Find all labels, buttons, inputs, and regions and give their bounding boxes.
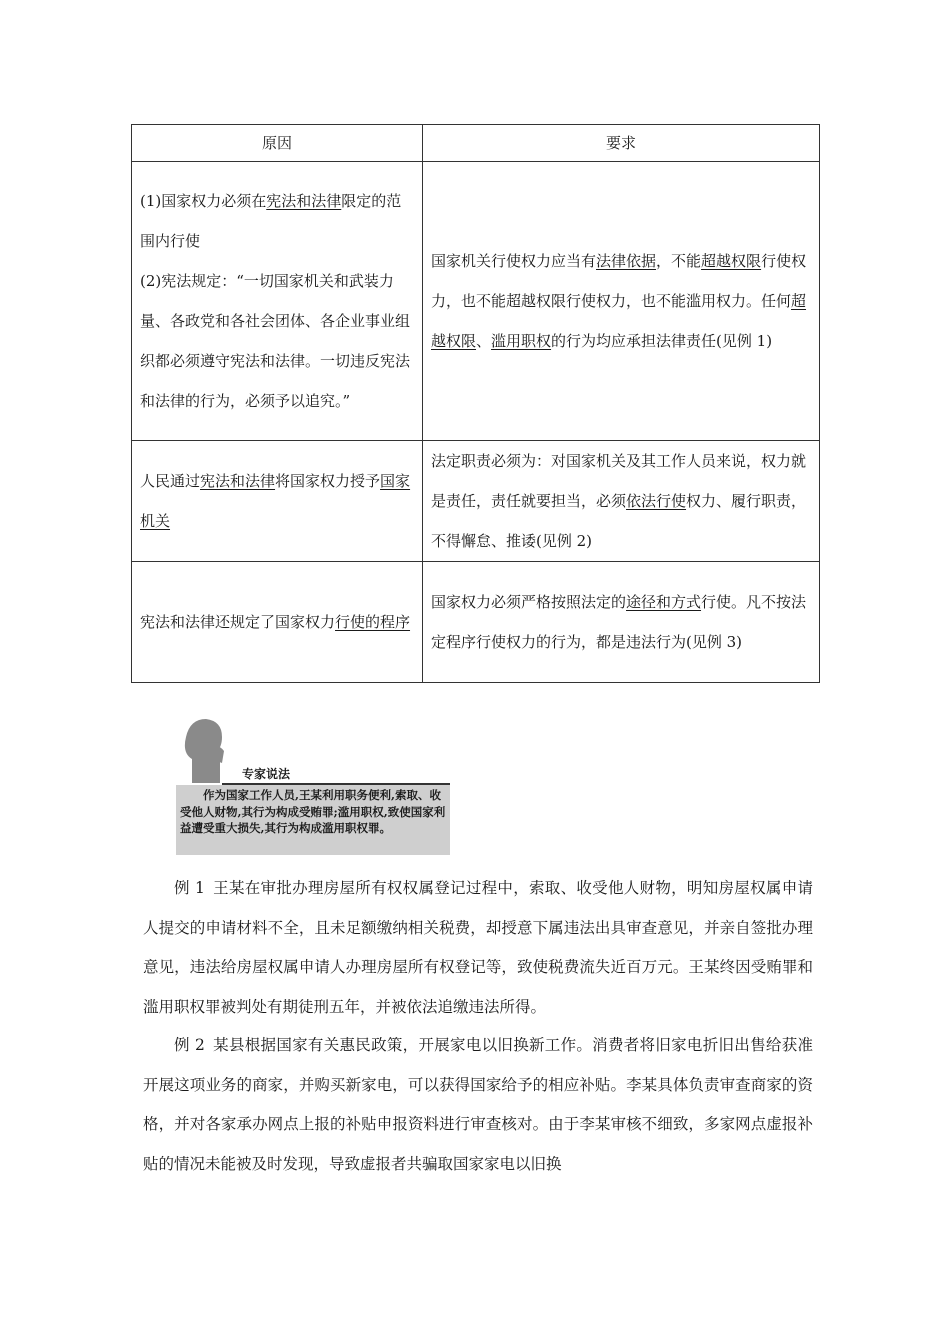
example-text: 某县根据国家有关惠民政策，开展家电以旧换新工作。消费者将旧家电折旧出售给获准开展这项业务的商家，并购买新家电，可以获得国家给予的相应补贴。李某具体负责审查商家的资格，并对各家承办网点上报的补贴申报资料进行审查核对。由于李某审核不细致，多家网点虚报补贴的情况未能被及时发现，导致虚报者共骗取国家家电以旧换 xyxy=(143,1036,813,1173)
underlined-key-term: 宪法和法律 xyxy=(200,472,276,490)
cell-text: (2)宪法规定：“一切国家机关和武装力量、各政党和各社会团体、各企业事业组织都必须遵守宪法和法律。一切违反宪法和法律的行为，必须予以追究。” xyxy=(140,272,411,410)
underlined-key-term: 滥用职权 xyxy=(491,332,552,350)
cell-text: 、 xyxy=(476,332,492,350)
underlined-key-term: 宪法和法律 xyxy=(266,192,342,210)
example-label: 例 1 xyxy=(174,879,205,897)
cell-text: 国家权力必须严格按照法定的 xyxy=(431,593,627,611)
cell-text: 权力、履行职责，不得懈怠、推诿(见例 2) xyxy=(431,492,807,550)
underlined-key-term: 超越权限 xyxy=(701,252,762,270)
reason-cell xyxy=(132,162,423,441)
example-label: 例 2 xyxy=(174,1036,205,1054)
header-reason: 原因 xyxy=(132,125,423,162)
cell-text: 国家机关行使权力应当有 xyxy=(431,252,597,270)
cell-text: 行使。凡不按法定程序行使权力的行为，都是违法行为(见例 3) xyxy=(431,593,807,651)
underlined-key-term: 行使的程序 xyxy=(335,613,411,631)
reason-cell xyxy=(132,441,423,562)
example-paragraph xyxy=(143,869,813,1027)
cell-text: 将国家权力授予 xyxy=(275,472,381,490)
underlined-key-term: 超越权限 xyxy=(431,292,807,350)
header-requirement: 要求 xyxy=(423,125,820,162)
table-header-row xyxy=(132,125,820,162)
cell-text: (1)国家权力必须在 xyxy=(140,192,267,210)
table-row xyxy=(132,441,820,562)
requirement-cell xyxy=(423,441,820,562)
underlined-key-term: 法律依据 xyxy=(596,252,657,270)
expert-opinion-box xyxy=(176,713,450,855)
cell-text: 行使权力，也不能超越权限行使权力，也不能滥用权力。任何 xyxy=(431,252,807,310)
underlined-key-term: 国家机关 xyxy=(140,472,411,530)
table-row xyxy=(132,162,820,441)
requirement-cell xyxy=(423,162,820,441)
cell-text: 法定职责必须为：对国家机关及其工作人员来说，权力就是责任，责任就要担当，必须 xyxy=(431,452,807,510)
example-text: 王某在审批办理房屋所有权权属登记过程中，索取、收受他人财物，明知房屋权属申请人提交的申请材料不全，且未足额缴纳相关税费，却授意下属违法出具审查意见，并亲自签批办理意见，违法给房屋权属申请人办理房屋所有权登记等，致使税费流失近百万元。王某终因受贿罪和滥用职权罪被判处有期徒刑五年，并被依法追缴违法所得。 xyxy=(143,879,813,1016)
underlined-key-term: 依法行使 xyxy=(626,492,687,510)
requirement-cell xyxy=(423,562,820,683)
cell-text: ，不能 xyxy=(656,252,702,270)
cell-text: 人民通过 xyxy=(140,472,201,490)
expert-text: 作为国家工作人员,王某利用职务便利,索取、收受他人财物,其行为构成受贿罪;滥用职权,致使国家利益遭受重大损失,其行为构成滥用职权罪。 xyxy=(176,785,450,855)
example-paragraph xyxy=(143,1026,813,1184)
underlined-key-term: 途径和方式 xyxy=(626,593,702,611)
table-row xyxy=(132,562,820,683)
cell-text: 宪法和法律还规定了国家权力 xyxy=(140,613,336,631)
cell-text: 的行为均应承担法律责任(见例 1) xyxy=(551,332,773,350)
expert-title: 专家说法 xyxy=(222,763,450,785)
reason-cell xyxy=(132,562,423,683)
cell-text: 限定的范围内行使 xyxy=(140,192,402,250)
reason-requirement-table xyxy=(131,124,820,683)
